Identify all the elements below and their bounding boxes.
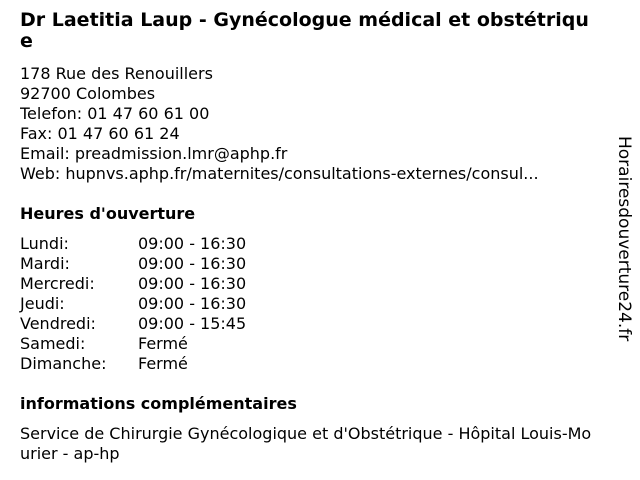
address-block (20, 64, 595, 184)
time-value: 09:00 - 15:45 (138, 314, 247, 333)
street: 178 Rue des Renouillers (20, 64, 213, 83)
hours-row-sunday (20, 354, 246, 374)
page-title: Dr Laetitia Laup - Gynécologue médical et obstétrique (20, 9, 589, 52)
info-text: Service de Chirurgie Gynécologique et d'Obstétrique - Hôpital Louis-Mourier - ap-hp (20, 424, 592, 463)
day-label: Lundi: (20, 234, 69, 253)
hours-heading: Heures d'ouverture (20, 204, 196, 223)
day-label: Samedi: (20, 334, 86, 353)
day-label: Mercredi: (20, 274, 95, 293)
time-value: 09:00 - 16:30 (138, 294, 247, 313)
time-value: Fermé (138, 354, 188, 373)
time-value: Fermé (138, 334, 188, 353)
fax: Fax: 01 47 60 61 24 (20, 124, 180, 143)
time-value: 09:00 - 16:30 (138, 254, 247, 273)
day-label: Jeudi: (20, 294, 65, 313)
web-link[interactable]: Web: hupnvs.aphp.fr/maternites/consultations-externes/consul... (20, 164, 539, 183)
hours-row-tuesday (20, 254, 246, 274)
hours-row-saturday (20, 334, 246, 354)
day-label: Vendredi: (20, 314, 96, 333)
hours-row-wednesday (20, 274, 246, 294)
hours-row-friday (20, 314, 246, 334)
info-heading: informations complémentaires (20, 394, 297, 413)
time-value: 09:00 - 16:30 (138, 274, 247, 293)
day-label: Dimanche: (20, 354, 107, 373)
phone[interactable]: Telefon: 01 47 60 61 00 (20, 104, 210, 123)
hours-row-thursday (20, 294, 246, 314)
hours-row-monday (20, 234, 246, 254)
watermark-text: Horairesdouverture24.fr (614, 136, 634, 342)
city: 92700 Colombes (20, 84, 156, 103)
hours-table (20, 234, 246, 374)
time-value: 09:00 - 16:30 (138, 234, 247, 253)
day-label: Mardi: (20, 254, 70, 273)
email-link[interactable]: Email: preadmission.lmr@aphp.fr (20, 144, 288, 163)
